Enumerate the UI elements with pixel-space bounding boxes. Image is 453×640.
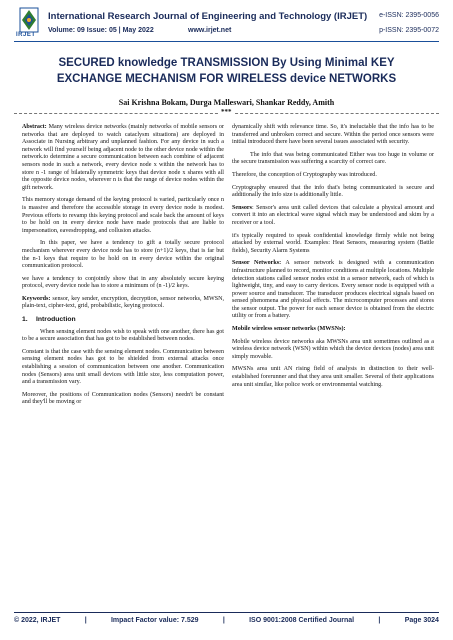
abstract-paragraph-1 xyxy=(22,124,224,192)
paper-authors: Sai Krishna Bokam, Durga Malleswari, Shankar Reddy, Amith xyxy=(118,98,335,107)
footer-pipe-3: | xyxy=(378,617,381,624)
paper-title-line-2: EXCHANGE MECHANISM FOR WIRELESS device NETWORKS xyxy=(56,73,397,85)
abstract-text-1: Many wireless device networks (mainly networks of mobile sensors or networks that are deployed to watch cataclysm situations) are deployed in Associate in Nursing arbitrary and unplanned fashion. For any device in such a network will find yourself being adjacent node to the other device node within the network.to determine a secure communication between each combine of adjacent sensors node in such a network, every device node x within the network has to store n -1 range of bilaterally symmetric keys that device node x shares with all the opposite device nodes, wherever n is that the range of device nodes within the gift network. xyxy=(22,124,224,191)
footer-copyright: © 2022, IRJET xyxy=(14,617,61,624)
abstract-paragraph-4: we have a tendency to conjointly show that in any absolutely secure keying protocol, every device node has to store a minimum of (n -1)/2 keys. xyxy=(22,275,224,290)
right-column xyxy=(232,124,434,394)
separator-mark: *** xyxy=(221,108,232,116)
abstract-label: Abstract: xyxy=(22,124,47,130)
footer-pipe-2: | xyxy=(222,617,225,624)
sensors-label: Sensors xyxy=(232,204,252,211)
e-issn: e-ISSN: 2395-0056 xyxy=(379,12,439,19)
footer-impact-factor: Impact Factor value: 7.529 xyxy=(110,617,199,624)
footer-divider xyxy=(14,612,439,613)
section-heading-introduction xyxy=(22,316,224,324)
footer-iso-certification: ISO 9001:2008 Certified Journal xyxy=(249,617,355,624)
right-paragraph-4: Cryptography ensured that the info that's being communicated is secure and additionally the info size is additionally little. xyxy=(232,184,434,199)
sensors-text: : Sensor's area unit called devices that calculate a physical amount and convert it into an electrical wave signal which may be understood and skim by a receiver or a tool. xyxy=(232,204,434,226)
mwsn-paragraph-1: Mobile wireless device networks aka MWSNs area unit sometimes outlined as a wireless device network (WSN) within which the device devices (nodes) area unit simply movable. xyxy=(232,338,434,360)
paper-title-line-1: SECURED knowledge TRANSMISSION By Using Minimal KEY xyxy=(58,57,395,69)
mwsn-paragraph-2: MWSNs area unit AN rising field of analysis in distinction to their well-established forerunner and that they area unit smaller. Several of their applications area unit similar, like police work or environmental watching. xyxy=(232,366,434,388)
intro-paragraph-3: Moreover, the positions of Communication nodes (Sensors) needn't be constant and they'll be moving or xyxy=(22,391,224,406)
keywords-label: Keywords: xyxy=(22,295,51,302)
p-issn: p-ISSN: 2395-0072 xyxy=(379,27,439,34)
journal-title: International Research Journal of Engineering and Technology (IRJET) xyxy=(48,11,368,22)
volume-issue-text: Volume: 09 Issue: 05 | May 2022 xyxy=(48,27,154,34)
right-paragraph-1: dynamically shift with relevance time. So, it's ineluctable that the info has to be transferred and unbroken correct and secure. Within the period once sensors were initial introduced there have been several issues associated with security. xyxy=(232,124,434,146)
intro-paragraph-1: When sensing element nodes wish to speak with one another, there has got to be a secure association that has got to be established between nodes. xyxy=(22,328,224,343)
journal-footer xyxy=(14,617,439,624)
sensor-networks-text: A sensor network is designed with a communication infrastructure planned to record, monitor conditions at multiple locations. Multiple detection stations called sensor nodes exist in a sensor network, each of which is lightweight, tiny, and easy to carry devices. Every sensor node is equipped with a power source and transducer. The transducer produces electrical signals based on sensed phenomena and physical effects. The microcomputer processes and stores the sensor output. The power for each sensor device is obtained from the electric utility or from a battery. xyxy=(232,260,434,320)
section-number: 1. xyxy=(22,316,28,324)
keywords-paragraph xyxy=(22,296,224,311)
volume-issue xyxy=(48,27,232,34)
right-paragraph-2: The info that was being communicated Either was too huge in volume or the secure transmission was suffering a scarcity of correct care. xyxy=(232,151,434,166)
section-title: Introduction xyxy=(36,316,76,324)
footer-page-number: Page 3024 xyxy=(404,617,439,624)
mwsn-heading: Mobile wireless sensor networks (MWSNs): xyxy=(232,326,346,333)
journal-header xyxy=(0,0,453,44)
intro-paragraph-2: Constant is that the case with the sensing element nodes. Communication between sensing element nodes has got to be shielded from external attacks once establishing a session of communication between one another. Communication nodes (Sensors) area unit small devices with little size, less computation power, and a transmission vary. xyxy=(22,348,224,386)
logo-text: IRJET xyxy=(16,32,36,38)
footer-pipe-1: | xyxy=(84,617,87,624)
abstract-paragraph-2: This memory storage demand of the keying protocol is varied, particularly once n is massive and therefore the accessible storage in every device node is modest. Previous efforts to revamp this keying protocol and scale back the amount of keys to be hold on in every device node have made protocols that are liable to impersonation, eavesdropping, and collusion attacks. xyxy=(22,197,224,234)
sensor-networks-label: Sensor Networks: xyxy=(232,260,282,267)
right-paragraph-3: Therefore, the conception of Cryptography was introduced. xyxy=(232,171,377,178)
abstract-paragraph-3: In this paper, we have a tendency to gift a totally secure protocol mechanism wherever every device node has to store (n+1)/2 keys, that is far but the n-1 keys that require to be hold on in every device within the original communication protocol. xyxy=(22,240,224,270)
sensor-networks-paragraph xyxy=(232,260,434,321)
right-paragraph-6: it's typically required to speak confidential knowledge firmly while not being attacked by external world. Examples: Heat Sensors, measuring system (Battle fields), Security Alarm Systems xyxy=(232,232,434,254)
keywords-text: sensor, key sender, encryption, decryption, sensor networks, MWSN, plain-text, cipher-text, grid, probabilistic, keying protocol. xyxy=(22,295,225,310)
header-divider xyxy=(14,41,439,42)
sensors-paragraph xyxy=(232,205,434,228)
paper-title xyxy=(24,55,429,87)
journal-website-link[interactable]: www.irjet.net xyxy=(188,27,232,34)
left-column xyxy=(22,124,224,412)
